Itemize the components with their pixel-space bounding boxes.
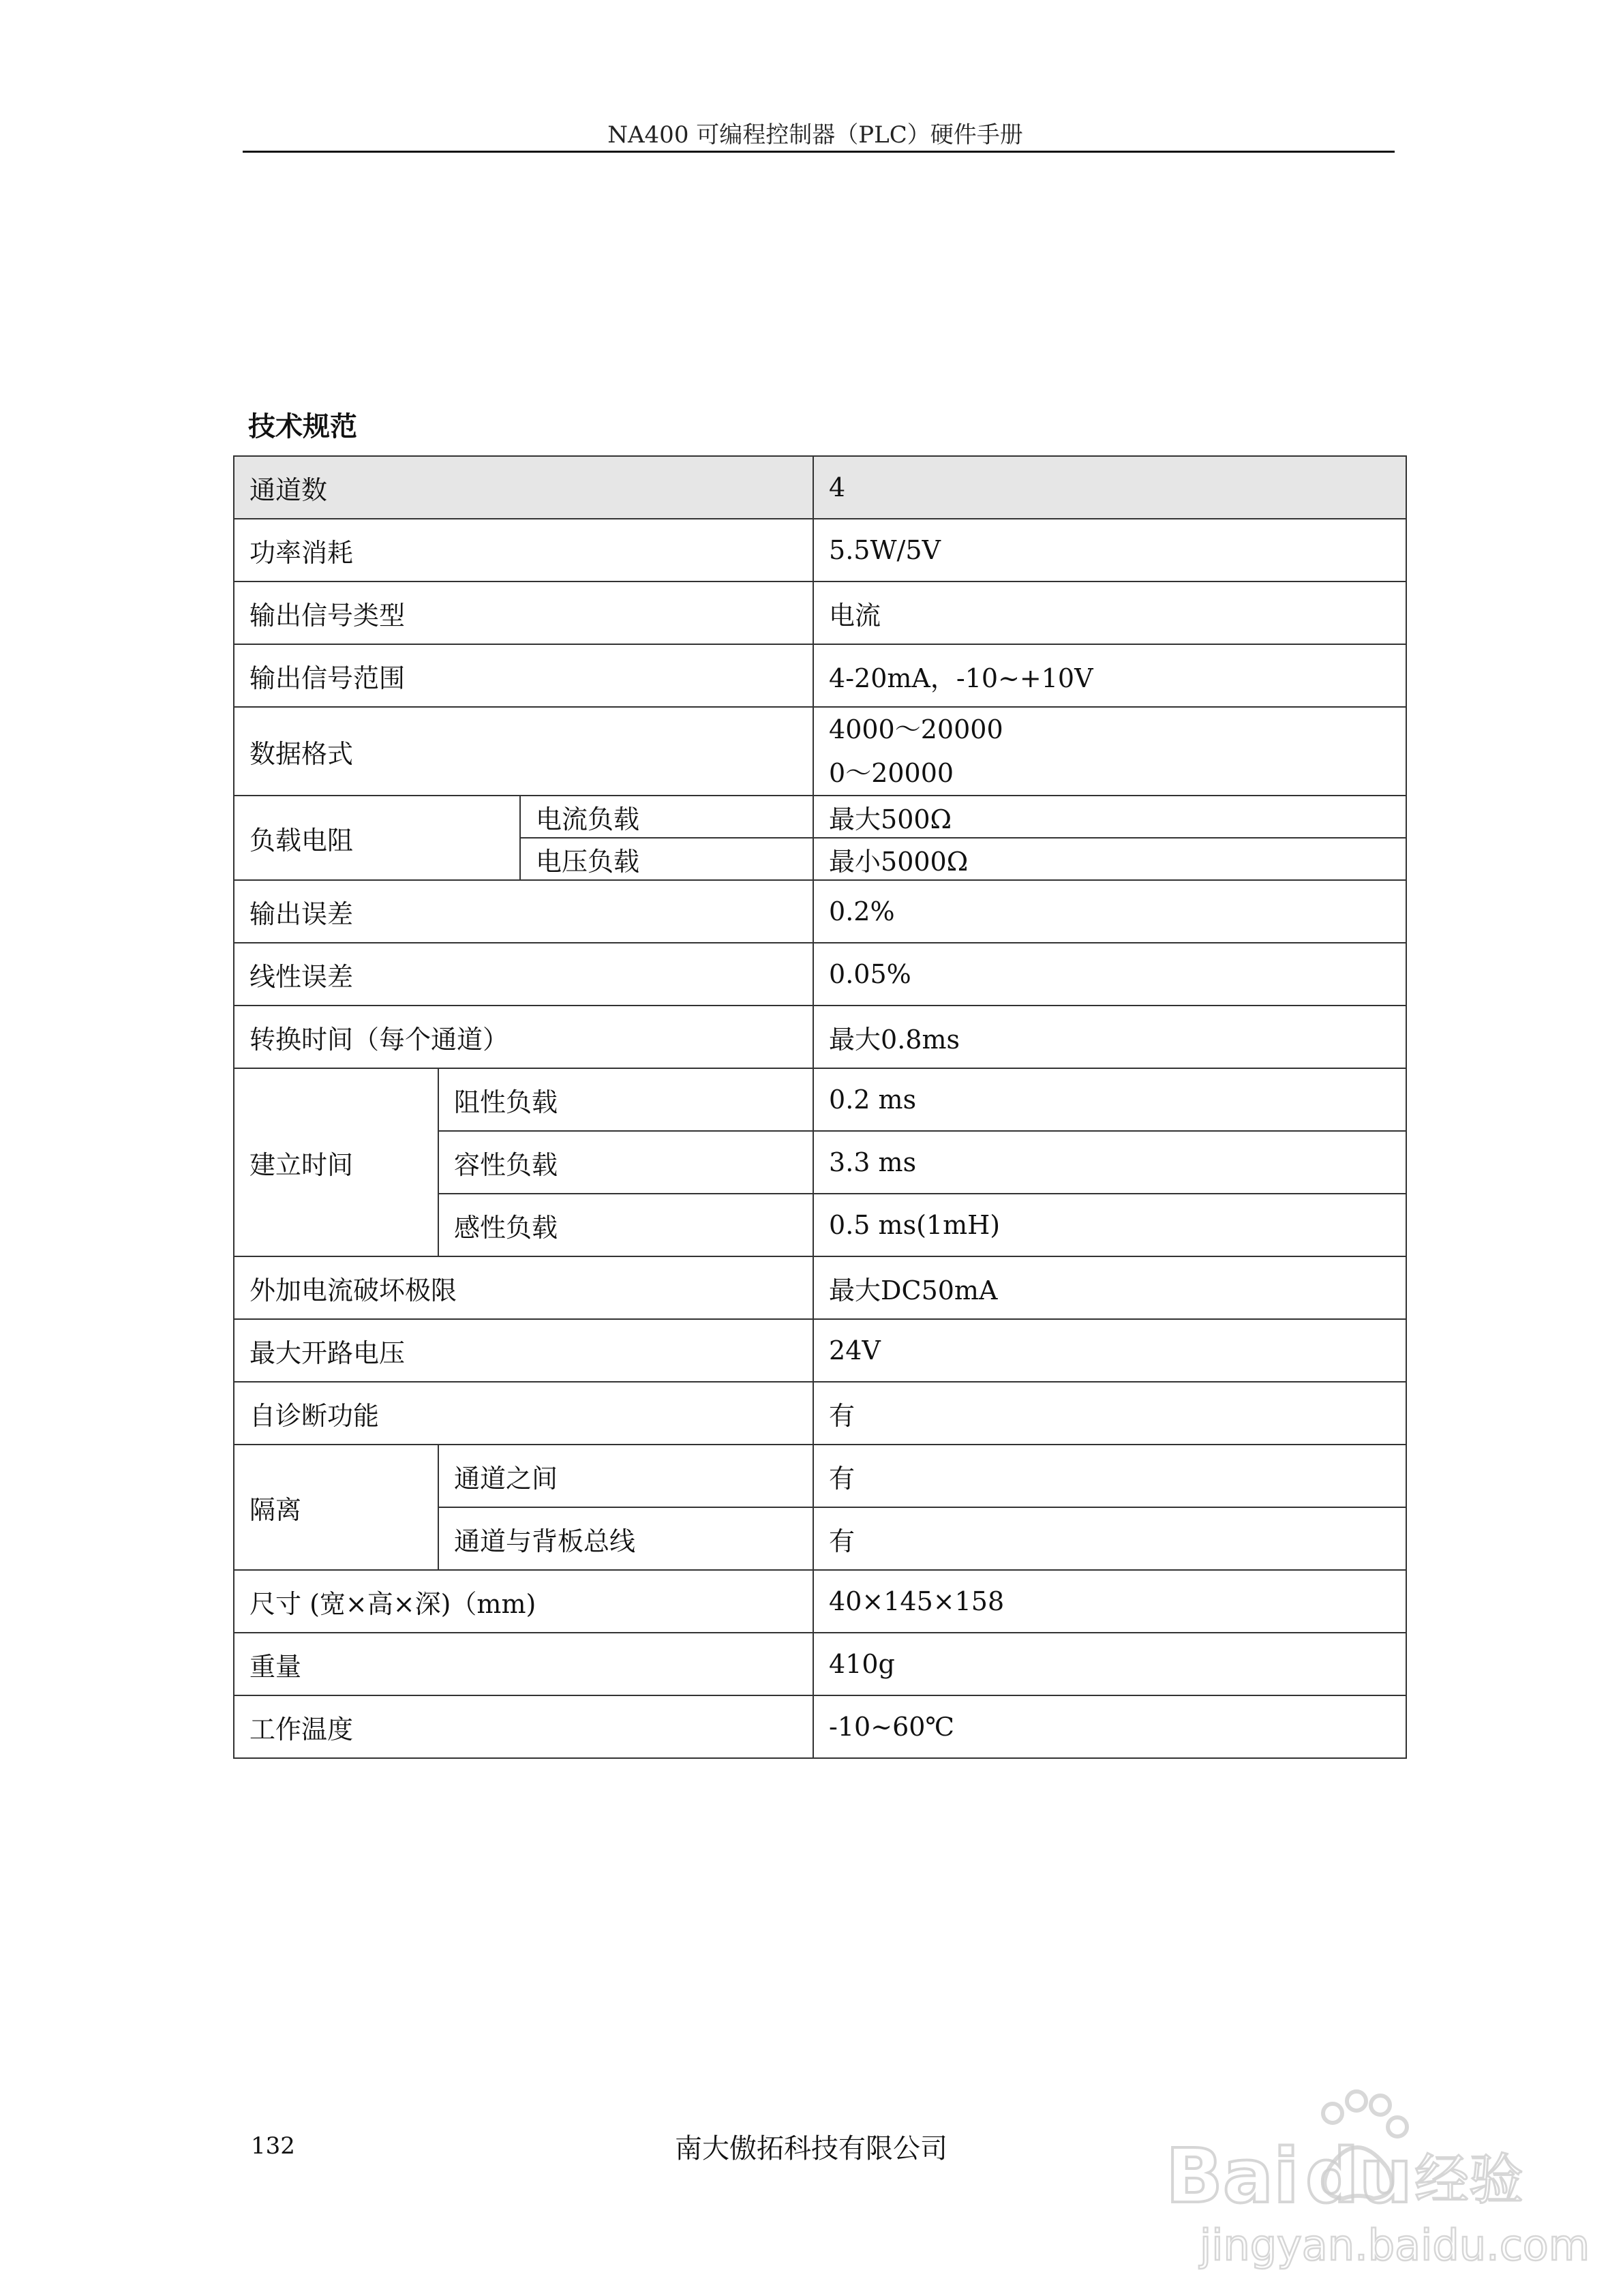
row-value: 24V (813, 1319, 1406, 1382)
sub-label: 电流负载 (520, 796, 813, 838)
table-row (234, 943, 1406, 1006)
svg-text:Bai: Bai (1166, 2132, 1299, 2220)
svg-text:du: du (1305, 2132, 1413, 2220)
value-line: 0～20000 (829, 758, 954, 788)
group-label: 建立时间 (234, 1068, 438, 1256)
table-row (234, 1570, 1406, 1633)
row-value: -10~60℃ (813, 1695, 1406, 1758)
table-row (234, 644, 1406, 707)
table-row (234, 1256, 1406, 1319)
table-row (234, 1319, 1406, 1382)
table-row (234, 880, 1406, 943)
row-label: 通道数 (234, 456, 813, 519)
row-value: 4 (813, 456, 1406, 519)
table-row (234, 456, 1406, 519)
row-value: 最大500Ω (813, 796, 1406, 838)
svg-text:经验: 经验 (1414, 2148, 1523, 2211)
page-number: 132 (251, 2132, 295, 2160)
row-value: 0.05% (813, 943, 1406, 1006)
row-value: 40×145×158 (813, 1570, 1406, 1633)
row-value: 有 (813, 1507, 1406, 1570)
baidu-watermark-icon (1159, 2086, 1590, 2277)
header-divider (243, 151, 1395, 153)
row-value: 0.2 ms (813, 1068, 1406, 1131)
table-row (234, 1633, 1406, 1695)
row-value: 最大DC50mA (813, 1256, 1406, 1319)
row-value: 4-20mA，-10~+10V (813, 644, 1406, 707)
row-value: 3.3 ms (813, 1131, 1406, 1194)
sub-label: 通道与背板总线 (438, 1507, 813, 1570)
section-title: 技术规范 (248, 411, 357, 442)
sub-label: 电压负载 (520, 838, 813, 880)
table-row (234, 1006, 1406, 1068)
group-label: 负载电阻 (234, 796, 520, 880)
footer-company: 南大傲拓科技有限公司 (675, 2133, 947, 2164)
row-label: 功率消耗 (234, 519, 813, 581)
row-label: 工作温度 (234, 1695, 813, 1758)
row-value-multiline (813, 707, 1406, 796)
row-label: 输出误差 (234, 880, 813, 943)
row-value: 有 (813, 1445, 1406, 1507)
header-title: NA400 可编程控制器（PLC）硬件手册 (607, 121, 1023, 149)
row-label: 数据格式 (234, 707, 813, 796)
row-label: 自诊断功能 (234, 1382, 813, 1445)
table-row (234, 519, 1406, 581)
sub-label: 阻性负载 (438, 1068, 813, 1131)
row-label: 转换时间（每个通道） (234, 1006, 813, 1068)
table-row (234, 796, 1406, 838)
row-label: 重量 (234, 1633, 813, 1695)
row-value: 0.5 ms(1mH) (813, 1194, 1406, 1256)
row-label: 外加电流破坏极限 (234, 1256, 813, 1319)
row-value: 最大0.8ms (813, 1006, 1406, 1068)
value-line: 4000～20000 (829, 714, 1003, 744)
row-label: 输出信号类型 (234, 581, 813, 644)
row-value: 电流 (813, 581, 1406, 644)
spec-table (233, 455, 1407, 1759)
row-value: 410g (813, 1633, 1406, 1695)
svg-text:jingyan.baidu.com: jingyan.baidu.com (1200, 2220, 1590, 2270)
row-label: 尺寸 (宽×高×深)（mm) (234, 1570, 813, 1633)
row-label: 输出信号范围 (234, 644, 813, 707)
row-value: 0.2% (813, 880, 1406, 943)
sub-label: 感性负载 (438, 1194, 813, 1256)
table-row (234, 707, 1406, 796)
row-value: 5.5W/5V (813, 519, 1406, 581)
row-value: 最小5000Ω (813, 838, 1406, 880)
table-row (234, 1695, 1406, 1758)
table-row (234, 581, 1406, 644)
row-value: 有 (813, 1382, 1406, 1445)
group-label: 隔离 (234, 1445, 438, 1570)
row-label: 最大开路电压 (234, 1319, 813, 1382)
table-row (234, 1445, 1406, 1507)
table-row (234, 1068, 1406, 1131)
sub-label: 容性负载 (438, 1131, 813, 1194)
row-label: 线性误差 (234, 943, 813, 1006)
sub-label: 通道之间 (438, 1445, 813, 1507)
table-row (234, 1382, 1406, 1445)
